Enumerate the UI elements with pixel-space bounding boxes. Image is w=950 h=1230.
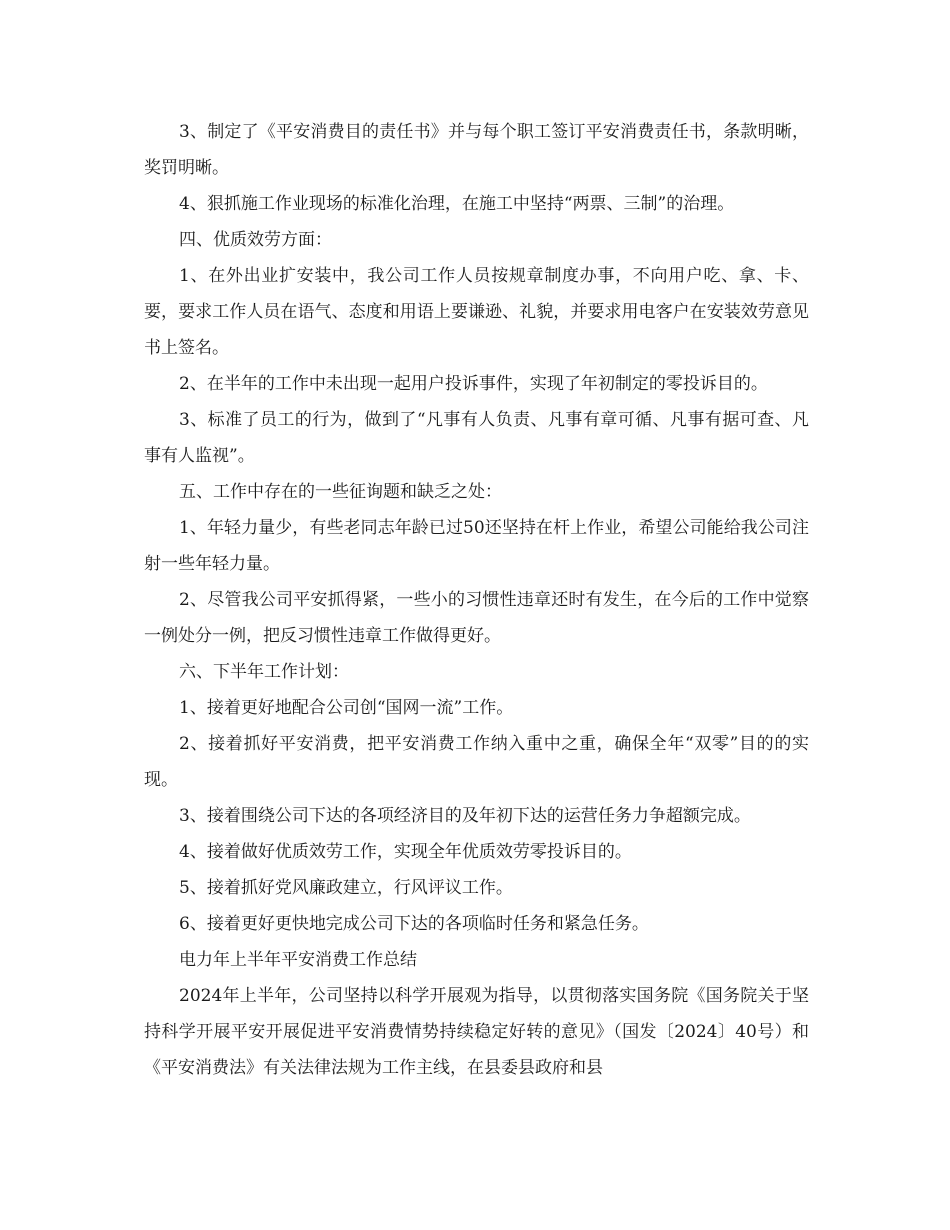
paragraph-site-management: 4、狠抓施工作业现场的标准化治理，在施工中坚持“两票、三制”的治理。 — [179, 194, 735, 214]
paragraph-young-staff: 1、年轻力量少，有些老同志年龄已过50还坚持在杆上作业，希望公司能给我公司注射一些年轻力量。 — [144, 518, 809, 574]
paragraph-zero-complaints: 2、在半年的工作中未出现一起用户投诉事件，实现了年初制定的零投诉目的。 — [179, 374, 768, 394]
paragraph-installation-service: 1、在外出业扩安装中，我公司工作人员按规章制度办事，不向用户吃、拿、卡、要，要求工作人员在语气、态度和用语上要谦逊、礼貌，并要求用电客户在安装效劳意见书上签名。 — [144, 266, 809, 358]
paragraph-staff-conduct: 3、标准了员工的行为，做到了“凡事有人负责、凡事有章可循、凡事有据可查、凡事有人监视”。 — [144, 410, 809, 466]
section-heading-problems: 五、工作中存在的一些征询题和缺乏之处： — [179, 482, 502, 502]
paragraph-summary-intro: 2024年上半年，公司坚持以科学开展观为指导，以贯彻落实国务院《国务院关于坚持科学开展平安开展促进平安消费情势持续稳定好转的意见》（国发〔2024〕40号）和《平安消费法》有关法律法规为工作主线，在县委县政府和县 — [144, 986, 809, 1078]
plan-item-6: 6、接着更好更快地完成公司下达的各项临时任务和紧急任务。 — [179, 914, 649, 934]
plan-item-5: 5、接着抓好党风廉政建立，行风评议工作。 — [179, 878, 513, 898]
plan-item-1: 1、接着更好地配合公司创“国网一流”工作。 — [179, 698, 514, 718]
paragraph-violations: 2、尽管我公司平安抓得紧，一些小的习惯性违章还时有发生，在今后的工作中觉察一例处分一例，把反习惯性违章工作做得更好。 — [144, 590, 809, 646]
document-body — [144, 114, 809, 1086]
plan-item-2: 2、接着抓好平安消费，把平安消费工作纳入重中之重，确保全年“双零”目的的实现。 — [144, 734, 809, 790]
plan-item-4: 4、接着做好优质效劳工作，实现全年优质效劳零投诉目的。 — [179, 842, 632, 862]
document-subtitle: 电力年上半年平安消费工作总结 — [179, 950, 417, 970]
section-heading-plan: 六、下半年工作计划： — [179, 662, 349, 682]
section-heading-service: 四、优质效劳方面： — [179, 230, 332, 250]
paragraph-responsibility-letter: 3、制定了《平安消费目的责任书》并与每个职工签订平安消费责任书，条款明晰，奖罚明晰。 — [144, 122, 809, 178]
plan-item-3: 3、接着围绕公司下达的各项经济目的及年初下达的运营任务力争超额完成。 — [179, 806, 751, 826]
